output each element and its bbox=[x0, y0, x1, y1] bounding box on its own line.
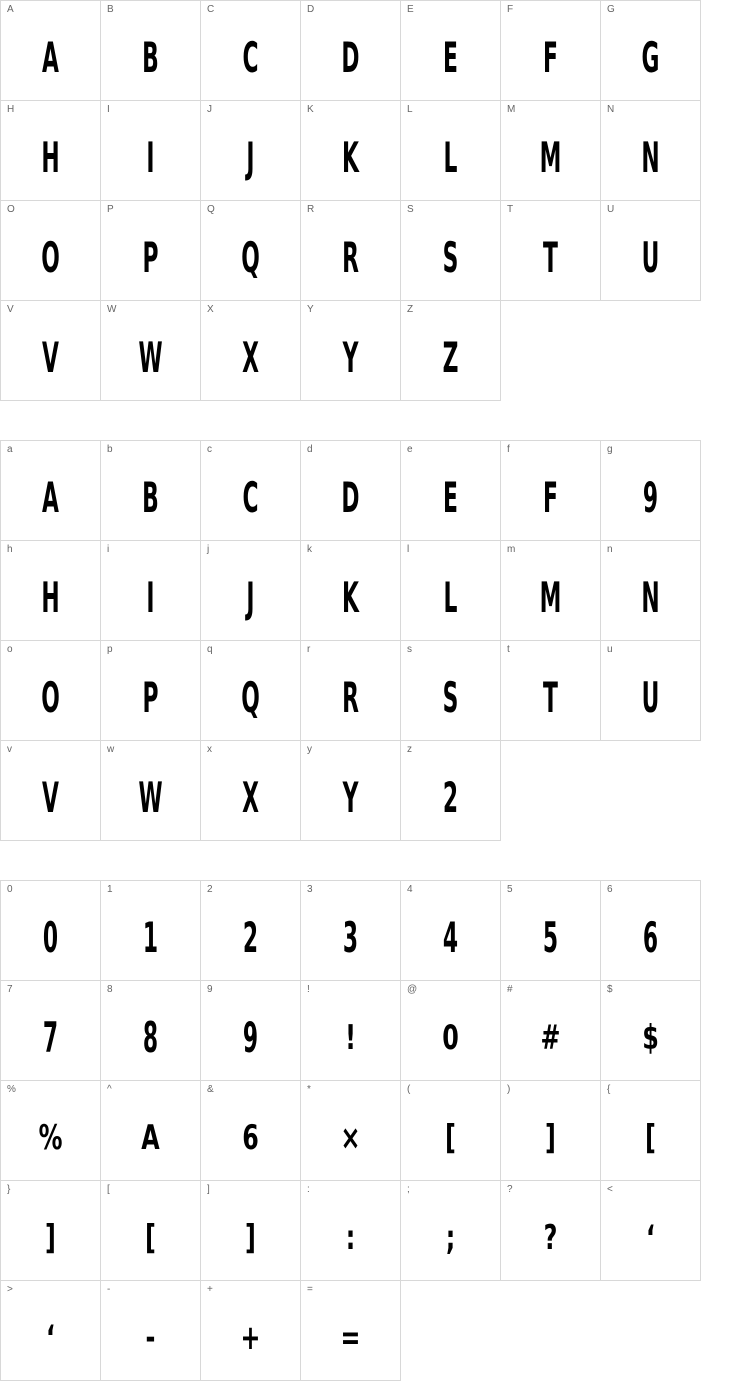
glyph-cell[interactable] bbox=[1, 641, 101, 741]
glyph-render: F bbox=[543, 473, 558, 522]
glyph-code-label: e bbox=[407, 444, 413, 455]
glyph-cell[interactable] bbox=[1, 1281, 101, 1381]
glyph-code-label: j bbox=[207, 544, 210, 555]
glyph-render: W bbox=[138, 333, 163, 382]
glyph-cell[interactable] bbox=[1, 201, 101, 301]
glyph-render: 4 bbox=[442, 913, 459, 962]
glyph-code-label: O bbox=[7, 204, 15, 215]
glyph-cell[interactable] bbox=[1, 101, 101, 201]
glyph-cell[interactable] bbox=[201, 881, 301, 981]
glyph-cell[interactable] bbox=[101, 301, 201, 401]
glyph-code-label: < bbox=[607, 1184, 613, 1195]
glyph-cell[interactable] bbox=[601, 1181, 701, 1281]
glyph-render: R bbox=[342, 233, 359, 282]
character-grid-uppercase bbox=[0, 0, 701, 401]
character-section-digits-and-symbols bbox=[0, 880, 740, 1381]
glyph-render: 5 bbox=[542, 913, 559, 962]
glyph-code-label: V bbox=[7, 304, 14, 315]
glyph-render: L bbox=[443, 133, 458, 182]
glyph-render: C bbox=[242, 473, 259, 522]
glyph-code-label: p bbox=[107, 644, 113, 655]
glyph-code-label: Y bbox=[307, 304, 314, 315]
glyph-cell[interactable] bbox=[1, 441, 101, 541]
glyph-code-label: D bbox=[307, 4, 315, 15]
glyph-code-label: G bbox=[607, 4, 615, 15]
glyph-code-label: ] bbox=[207, 1184, 210, 1195]
glyph-cell[interactable] bbox=[101, 741, 201, 841]
glyph-code-label: v bbox=[7, 744, 12, 755]
glyph-code-label: : bbox=[307, 1184, 310, 1195]
glyph-code-label: 4 bbox=[407, 884, 413, 895]
glyph-render: V bbox=[42, 773, 59, 822]
glyph-code-label: - bbox=[107, 1284, 111, 1295]
glyph-code-label: K bbox=[307, 104, 314, 115]
glyph-cell[interactable] bbox=[201, 641, 301, 741]
glyph-cell[interactable] bbox=[1, 1, 101, 101]
glyph-cell[interactable] bbox=[201, 1181, 301, 1281]
glyph-cell[interactable] bbox=[601, 101, 701, 201]
glyph-render: ‘ bbox=[45, 1318, 56, 1358]
glyph-render: ] bbox=[245, 1218, 256, 1258]
glyph-cell[interactable] bbox=[301, 541, 401, 641]
glyph-render: H bbox=[41, 573, 60, 622]
glyph-cell[interactable] bbox=[301, 301, 401, 401]
glyph-code-label: B bbox=[107, 4, 114, 15]
glyph-code-label: T bbox=[507, 204, 514, 215]
glyph-code-label: N bbox=[607, 104, 615, 115]
glyph-cell[interactable] bbox=[401, 741, 501, 841]
glyph-code-label: i bbox=[107, 544, 110, 555]
glyph-render: T bbox=[543, 233, 558, 282]
glyph-cell[interactable] bbox=[1, 301, 101, 401]
glyph-render: E bbox=[443, 473, 458, 522]
glyph-code-label: { bbox=[607, 1084, 611, 1095]
glyph-render: J bbox=[246, 133, 255, 182]
glyph-cell[interactable] bbox=[601, 981, 701, 1081]
glyph-render: S bbox=[442, 233, 459, 282]
glyph-code-label: M bbox=[507, 104, 516, 115]
glyph-cell[interactable] bbox=[401, 1, 501, 101]
glyph-render: ? bbox=[543, 1218, 558, 1258]
glyph-code-label: 2 bbox=[207, 884, 213, 895]
glyph-cell[interactable] bbox=[101, 441, 201, 541]
glyph-code-label: $ bbox=[607, 984, 613, 995]
glyph-render: 2 bbox=[442, 773, 459, 822]
glyph-code-label: 1 bbox=[107, 884, 113, 895]
glyph-code-label: o bbox=[7, 644, 13, 655]
glyph-cell[interactable] bbox=[301, 101, 401, 201]
glyph-code-label: c bbox=[207, 444, 212, 455]
glyph-code-label: k bbox=[307, 544, 312, 555]
glyph-render: K bbox=[342, 573, 359, 622]
glyph-code-label: J bbox=[207, 104, 212, 115]
glyph-cell[interactable] bbox=[501, 101, 601, 201]
glyph-code-label: 3 bbox=[307, 884, 313, 895]
glyph-render: G bbox=[641, 33, 660, 82]
glyph-render: K bbox=[342, 133, 359, 182]
glyph-render: P bbox=[142, 233, 159, 282]
glyph-render: [ bbox=[445, 1118, 456, 1158]
glyph-cell[interactable] bbox=[201, 741, 301, 841]
glyph-code-label: l bbox=[407, 544, 410, 555]
glyph-render: 6 bbox=[242, 1118, 259, 1158]
glyph-code-label: ; bbox=[407, 1184, 410, 1195]
glyph-cell[interactable] bbox=[601, 541, 701, 641]
glyph-render: S bbox=[442, 673, 459, 722]
glyph-code-label: @ bbox=[407, 984, 418, 995]
glyph-code-label: ( bbox=[407, 1084, 411, 1095]
glyph-code-label: F bbox=[507, 4, 514, 15]
glyph-code-label: w bbox=[107, 744, 115, 755]
glyph-cell[interactable] bbox=[201, 301, 301, 401]
glyph-code-label: U bbox=[607, 204, 615, 215]
glyph-cell[interactable] bbox=[401, 1081, 501, 1181]
glyph-cell[interactable] bbox=[101, 541, 201, 641]
glyph-cell[interactable] bbox=[401, 981, 501, 1081]
glyph-render: - bbox=[145, 1318, 156, 1358]
glyph-render: Y bbox=[342, 773, 359, 822]
glyph-cell[interactable] bbox=[601, 441, 701, 541]
glyph-cell[interactable] bbox=[601, 881, 701, 981]
glyph-code-label: r bbox=[307, 644, 311, 655]
glyph-render: 0 bbox=[42, 913, 59, 962]
glyph-code-label: x bbox=[207, 744, 212, 755]
glyph-render: R bbox=[342, 673, 359, 722]
glyph-code-label: I bbox=[107, 104, 110, 115]
glyph-cell[interactable] bbox=[601, 201, 701, 301]
glyph-render: 1 bbox=[142, 913, 159, 962]
glyph-code-label: * bbox=[307, 1084, 311, 1095]
glyph-cell[interactable] bbox=[401, 881, 501, 981]
glyph-render: A bbox=[141, 1118, 160, 1158]
glyph-cell[interactable] bbox=[101, 201, 201, 301]
glyph-render: × bbox=[340, 1118, 361, 1158]
glyph-render: V bbox=[42, 333, 59, 382]
glyph-render: [ bbox=[645, 1118, 656, 1158]
glyph-cell[interactable] bbox=[201, 541, 301, 641]
glyph-render: B bbox=[142, 33, 159, 82]
glyph-render: M bbox=[539, 573, 562, 622]
glyph-cell[interactable] bbox=[101, 981, 201, 1081]
glyph-code-label: ^ bbox=[107, 1084, 112, 1095]
glyph-render: X bbox=[242, 333, 259, 382]
glyph-code-label: ? bbox=[507, 1184, 513, 1195]
glyph-render: 6 bbox=[642, 913, 659, 962]
glyph-cell[interactable] bbox=[401, 1181, 501, 1281]
glyph-render: W bbox=[138, 773, 163, 822]
glyph-code-label: + bbox=[207, 1284, 213, 1295]
glyph-code-label: n bbox=[607, 544, 613, 555]
glyph-render: ; bbox=[445, 1218, 456, 1258]
glyph-cell[interactable] bbox=[201, 981, 301, 1081]
glyph-code-label: t bbox=[507, 644, 510, 655]
glyph-cell[interactable] bbox=[1, 1081, 101, 1181]
glyph-code-label: # bbox=[507, 984, 513, 995]
glyph-cell[interactable] bbox=[301, 1081, 401, 1181]
character-section-uppercase bbox=[0, 0, 740, 401]
glyph-render: F bbox=[543, 33, 558, 82]
glyph-code-label: H bbox=[7, 104, 15, 115]
glyph-render: 0 bbox=[442, 1018, 459, 1058]
glyph-cell[interactable] bbox=[501, 201, 601, 301]
glyph-render: ! bbox=[345, 1018, 356, 1058]
glyph-code-label: 5 bbox=[507, 884, 513, 895]
glyph-code-label: Z bbox=[407, 304, 414, 315]
glyph-render: P bbox=[142, 673, 159, 722]
glyph-render: I bbox=[146, 573, 155, 622]
glyph-code-label: g bbox=[607, 444, 613, 455]
glyph-cell[interactable] bbox=[401, 101, 501, 201]
glyph-render: [ bbox=[145, 1218, 156, 1258]
glyph-code-label: 8 bbox=[107, 984, 113, 995]
glyph-code-label: = bbox=[307, 1284, 313, 1295]
glyph-code-label: R bbox=[307, 204, 315, 215]
glyph-code-label: % bbox=[7, 1084, 16, 1095]
glyph-cell[interactable] bbox=[401, 541, 501, 641]
glyph-code-label: 7 bbox=[7, 984, 13, 995]
glyph-cell[interactable] bbox=[1, 1181, 101, 1281]
glyph-code-label: m bbox=[507, 544, 516, 555]
character-grid-lowercase bbox=[0, 440, 701, 841]
glyph-code-label: f bbox=[507, 444, 510, 455]
glyph-render: % bbox=[38, 1118, 63, 1158]
glyph-code-label: 0 bbox=[7, 884, 13, 895]
glyph-code-label: u bbox=[607, 644, 613, 655]
glyph-cell[interactable] bbox=[201, 1081, 301, 1181]
glyph-render: ] bbox=[545, 1118, 556, 1158]
glyph-render: U bbox=[641, 673, 660, 722]
glyph-cell[interactable] bbox=[501, 1, 601, 101]
glyph-render: 8 bbox=[142, 1013, 159, 1062]
glyph-cell[interactable] bbox=[1, 541, 101, 641]
glyph-code-label: & bbox=[207, 1084, 214, 1095]
glyph-render: : bbox=[345, 1218, 356, 1258]
glyph-cell[interactable] bbox=[501, 1081, 601, 1181]
glyph-render: # bbox=[540, 1018, 561, 1058]
character-section-lowercase bbox=[0, 440, 740, 841]
glyph-code-label: s bbox=[407, 644, 412, 655]
glyph-render: Z bbox=[442, 333, 459, 382]
glyph-render: C bbox=[242, 33, 259, 82]
glyph-cell[interactable] bbox=[101, 1, 201, 101]
glyph-code-label: > bbox=[7, 1284, 13, 1295]
glyph-render: E bbox=[443, 33, 458, 82]
glyph-cell[interactable] bbox=[501, 881, 601, 981]
glyph-cell[interactable] bbox=[101, 881, 201, 981]
glyph-render: T bbox=[543, 673, 558, 722]
glyph-render: M bbox=[539, 133, 562, 182]
glyph-render: H bbox=[41, 133, 60, 182]
glyph-cell[interactable] bbox=[501, 441, 601, 541]
glyph-render: 3 bbox=[342, 913, 359, 962]
glyph-render: X bbox=[242, 773, 259, 822]
glyph-code-label: d bbox=[307, 444, 313, 455]
glyph-code-label: S bbox=[407, 204, 414, 215]
glyph-cell[interactable] bbox=[501, 541, 601, 641]
glyph-cell[interactable] bbox=[401, 441, 501, 541]
character-grid-digits-and-symbols bbox=[0, 880, 701, 1381]
glyph-render: + bbox=[240, 1318, 261, 1358]
glyph-render: A bbox=[42, 473, 59, 522]
glyph-cell[interactable] bbox=[101, 1281, 201, 1381]
glyph-cell[interactable] bbox=[301, 741, 401, 841]
glyph-cell[interactable] bbox=[101, 1181, 201, 1281]
glyph-cell[interactable] bbox=[501, 981, 601, 1081]
glyph-cell[interactable] bbox=[501, 641, 601, 741]
glyph-render: 7 bbox=[42, 1013, 59, 1062]
glyph-render: ] bbox=[45, 1218, 56, 1258]
glyph-cell[interactable] bbox=[501, 1181, 601, 1281]
glyph-cell[interactable] bbox=[201, 1281, 301, 1381]
glyph-code-label: b bbox=[107, 444, 113, 455]
glyph-cell[interactable] bbox=[301, 641, 401, 741]
glyph-render: B bbox=[142, 473, 159, 522]
glyph-render: 9 bbox=[642, 473, 659, 522]
glyph-cell[interactable] bbox=[101, 641, 201, 741]
glyph-cell[interactable] bbox=[101, 1081, 201, 1181]
glyph-render: Y bbox=[342, 333, 359, 382]
glyph-render: I bbox=[146, 133, 155, 182]
glyph-cell[interactable] bbox=[401, 201, 501, 301]
glyph-code-label: W bbox=[107, 304, 117, 315]
glyph-render: $ bbox=[642, 1018, 659, 1058]
glyph-render: U bbox=[641, 233, 660, 282]
glyph-cell[interactable] bbox=[301, 1281, 401, 1381]
glyph-render: Q bbox=[241, 233, 260, 282]
glyph-code-label: z bbox=[407, 744, 412, 755]
glyph-code-label: y bbox=[307, 744, 312, 755]
glyph-render: 9 bbox=[242, 1013, 259, 1062]
glyph-render: D bbox=[341, 473, 360, 522]
glyph-cell[interactable] bbox=[601, 1081, 701, 1181]
glyph-code-label: 6 bbox=[607, 884, 613, 895]
glyph-code-label: ! bbox=[307, 984, 310, 995]
glyph-cell[interactable] bbox=[201, 1, 301, 101]
glyph-cell[interactable] bbox=[301, 881, 401, 981]
glyph-render: N bbox=[641, 573, 660, 622]
glyph-cell[interactable] bbox=[601, 641, 701, 741]
glyph-code-label: P bbox=[107, 204, 114, 215]
glyph-cell[interactable] bbox=[201, 201, 301, 301]
glyph-cell[interactable] bbox=[201, 441, 301, 541]
glyph-cell[interactable] bbox=[1, 881, 101, 981]
glyph-render: ‘ bbox=[645, 1218, 656, 1258]
glyph-render: O bbox=[41, 673, 60, 722]
glyph-render: Q bbox=[241, 673, 260, 722]
glyph-render: A bbox=[42, 33, 59, 82]
glyph-code-label: q bbox=[207, 644, 213, 655]
glyph-cell[interactable] bbox=[101, 101, 201, 201]
glyph-render: N bbox=[641, 133, 660, 182]
glyph-cell[interactable] bbox=[301, 201, 401, 301]
glyph-render: O bbox=[41, 233, 60, 282]
glyph-code-label: ) bbox=[507, 1084, 511, 1095]
glyph-cell[interactable] bbox=[1, 981, 101, 1081]
glyph-cell[interactable] bbox=[301, 981, 401, 1081]
glyph-render: J bbox=[246, 573, 255, 622]
glyph-cell[interactable] bbox=[401, 301, 501, 401]
glyph-render: D bbox=[341, 33, 360, 82]
glyph-code-label: L bbox=[407, 104, 413, 115]
glyph-code-label: 9 bbox=[207, 984, 213, 995]
glyph-code-label: a bbox=[7, 444, 13, 455]
glyph-code-label: X bbox=[207, 304, 214, 315]
glyph-code-label: [ bbox=[107, 1184, 110, 1195]
glyph-render: 2 bbox=[242, 913, 259, 962]
glyph-cell[interactable] bbox=[401, 641, 501, 741]
glyph-cell[interactable] bbox=[601, 1, 701, 101]
glyph-code-label: A bbox=[7, 4, 14, 15]
glyph-cell[interactable] bbox=[301, 1181, 401, 1281]
glyph-code-label: Q bbox=[207, 204, 215, 215]
glyph-code-label: h bbox=[7, 544, 13, 555]
glyph-code-label: C bbox=[207, 4, 215, 15]
glyph-render: L bbox=[443, 573, 458, 622]
glyph-cell[interactable] bbox=[1, 741, 101, 841]
glyph-render: = bbox=[340, 1318, 361, 1358]
glyph-cell[interactable] bbox=[301, 1, 401, 101]
glyph-cell[interactable] bbox=[201, 101, 301, 201]
glyph-code-label: } bbox=[7, 1184, 11, 1195]
glyph-cell[interactable] bbox=[301, 441, 401, 541]
glyph-code-label: E bbox=[407, 4, 414, 15]
